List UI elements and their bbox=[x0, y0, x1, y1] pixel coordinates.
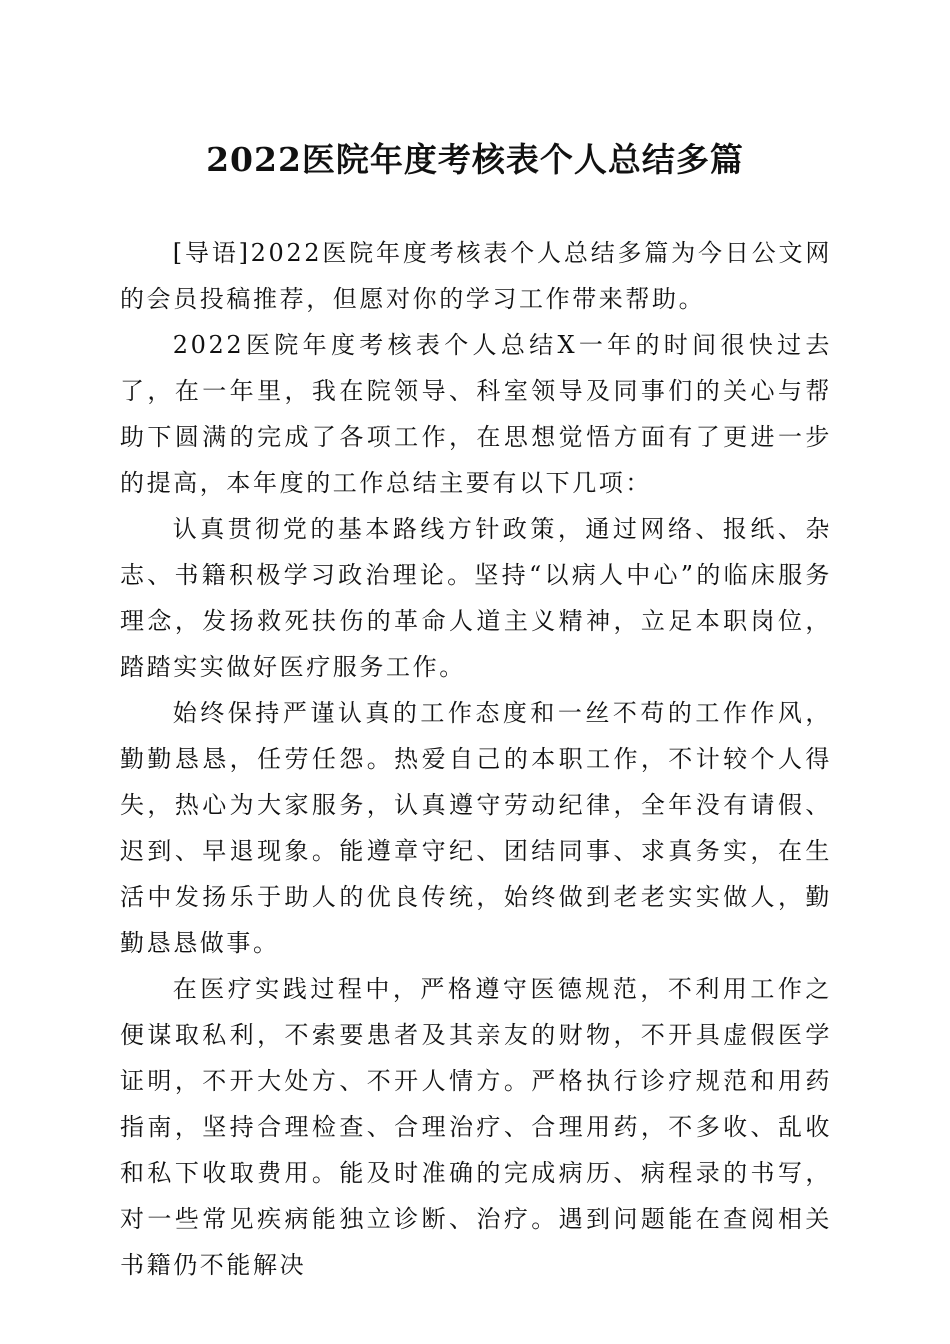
paragraph-political-study: 认真贯彻党的基本路线方针政策，通过网络、报纸、杂志、书籍积极学习政治理论。坚持“以病人中心”的临床服务理念，发扬救死扶伤的革命人道主义精神，立足本职岗位，踏踏实实做好医疗服务工作。 bbox=[120, 515, 832, 681]
document-title: 2022医院年度考核表个人总结多篇 bbox=[206, 140, 744, 179]
paragraph-summary-opening: 2022医院年度考核表个人总结X一年的时间很快过去了，在一年里，我在院领导、科室领导及同事们的关心与帮助下圆满的完成了各项工作，在思想觉悟方面有了更进一步的提高，本年度的工作总结主要有以下几项： bbox=[120, 331, 832, 497]
paragraph-intro: [导语]2022医院年度考核表个人总结多篇为今日公文网的会员投稿推荐，但愿对你的学习工作带来帮助。 bbox=[120, 239, 832, 313]
paragraph-work-attitude: 始终保持严谨认真的工作态度和一丝不苟的工作作风，勤勤恳恳，任劳任怨。热爱自己的本职工作，不计较个人得失，热心为大家服务，认真遵守劳动纪律，全年没有请假、迟到、早退现象。能遵章守纪、团结同事、求真务实，在生活中发扬乐于助人的优良传统，始终做到老老实实做人，勤勤恳恳做事。 bbox=[120, 699, 832, 957]
document-body bbox=[120, 230, 832, 1288]
paragraph-medical-practice: 在医疗实践过程中，严格遵守医德规范，不利用工作之便谋取私利，不索要患者及其亲友的财物，不开具虚假医学证明，不开大处方、不开人情方。严格执行诊疗规范和用药指南，坚持合理检查、合理治疗、合理用药，不多收、乱收和私下收取费用。能及时准确的完成病历、病程录的书写，对一些常见疾病能独立诊断、治疗。遇到问题能在查阅相关书籍仍不能解决 bbox=[120, 975, 832, 1279]
